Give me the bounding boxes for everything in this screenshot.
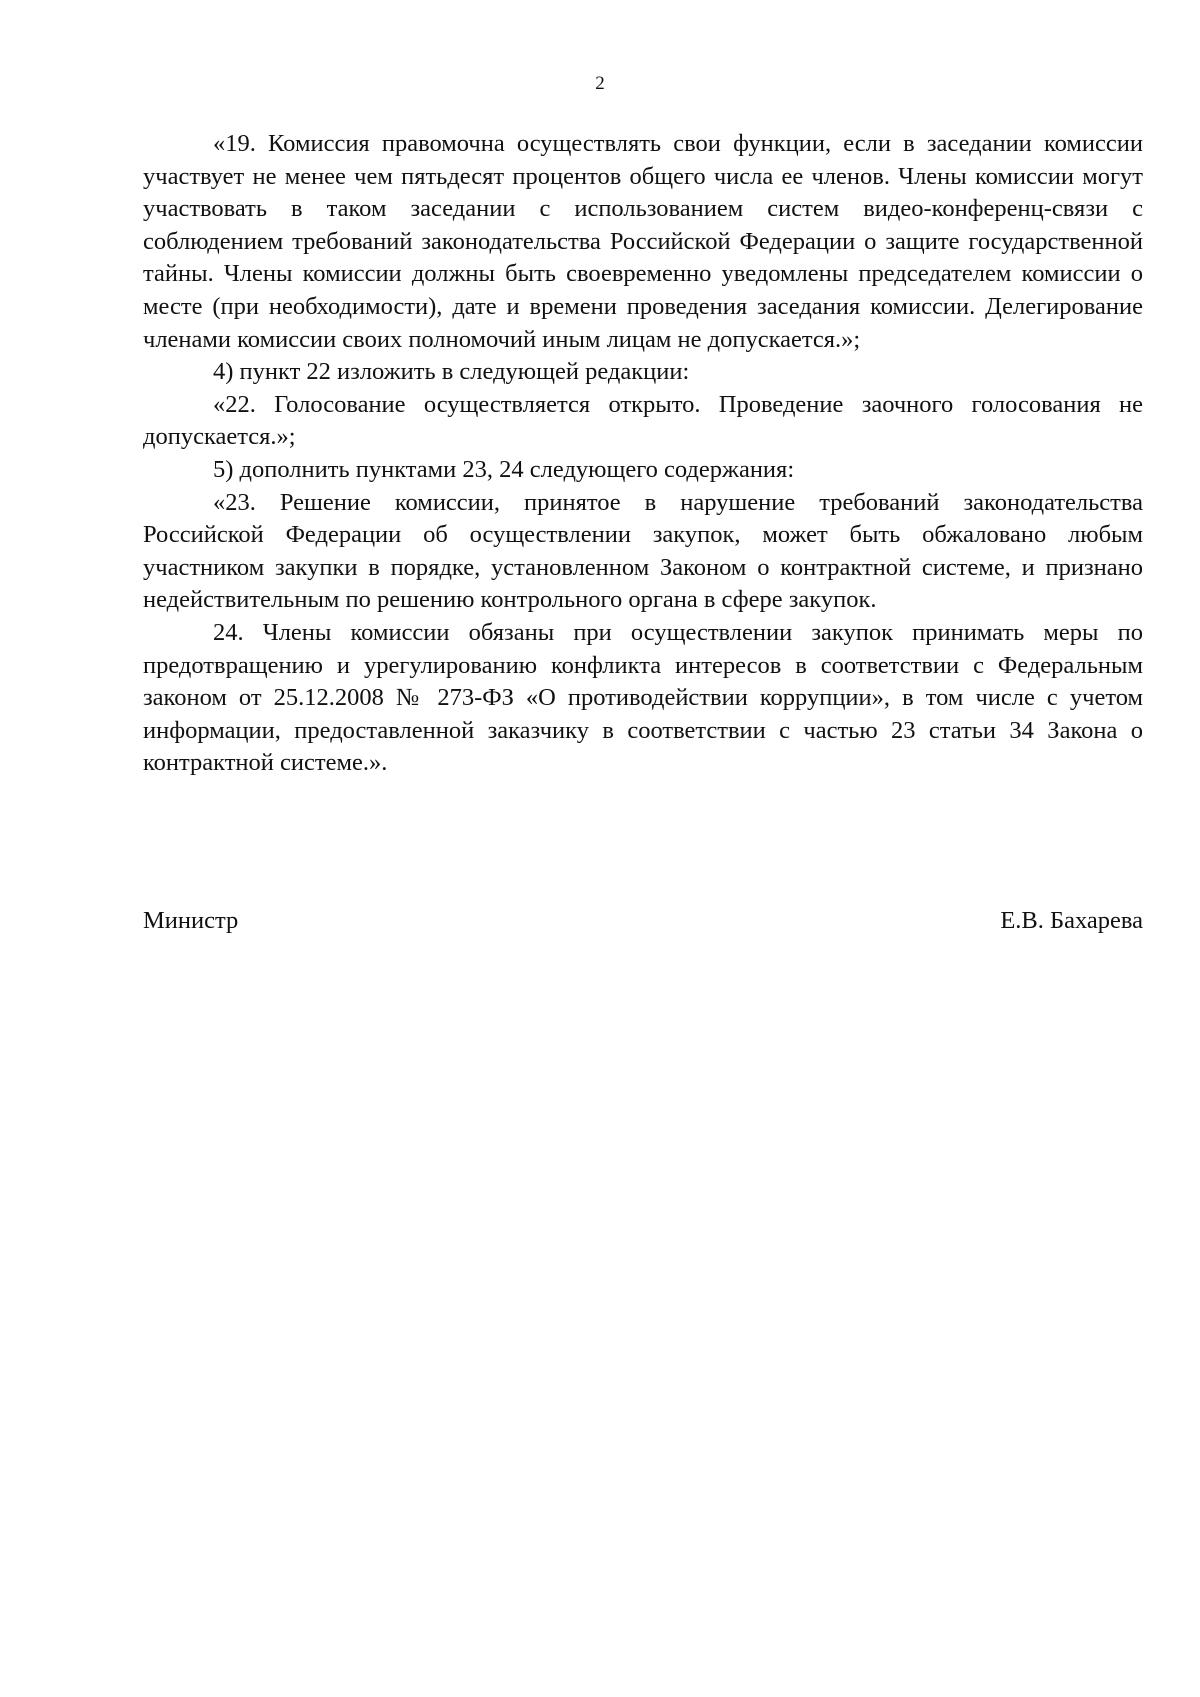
paragraph-item-24: 24. Члены комиссии обязаны при осуществлении закупок принимать меры по предотвращению и урегулированию конфликта интересов в соответствии с Федеральным законом от 25.12.2008 № 273-ФЗ «О противодействии коррупции», в том числе с учетом информации, предоставленной заказчику в соответствии с частью 23 статьи 34 Закона о контрактной системе.». <box>143 618 1143 777</box>
paragraph-amend-23-24: 5) дополнить пунктами 23, 24 следующего содержания: <box>213 455 795 483</box>
document-body <box>143 128 1143 780</box>
signatory-position: Министр <box>143 907 239 934</box>
paragraph-item-22: «22. Голосование осуществляется открыто. Проведение заочного голосования не допускается.»; <box>143 390 1143 451</box>
paragraph-amend-22: 4) пункт 22 изложить в следующей редакции: <box>213 358 690 386</box>
signatory-name: Е.В. Бахарева <box>1000 907 1143 934</box>
signature-block <box>143 905 1143 937</box>
page-number: 2 <box>595 73 605 94</box>
paragraph-item-19: «19. Комиссия правомочна осуществлять свои функции, если в заседании комиссии участвует не менее чем пятьдесят процентов общего числа ее членов. Члены комиссии могут участвовать в таком заседании с использованием систем видео-конференц-связи с соблюдением требований законодательства Российской Федерации о защите государственной тайны. Члены комиссии должны быть своевременно уведомлены председателем комиссии о месте (при необходимости), дате и времени проведения заседания комиссии. Делегирование членами комиссии своих полномочий иным лицам не допускается.»; <box>143 130 1143 353</box>
paragraph-item-23: «23. Решение комиссии, принятое в нарушение требований законодательства Российской Федерации об осуществлении закупок, может быть обжаловано любым участником закупки в порядке, установленном Законом о контрактной системе, и признано недействительным по решению контрольного органа в сфере закупок. <box>143 488 1143 614</box>
